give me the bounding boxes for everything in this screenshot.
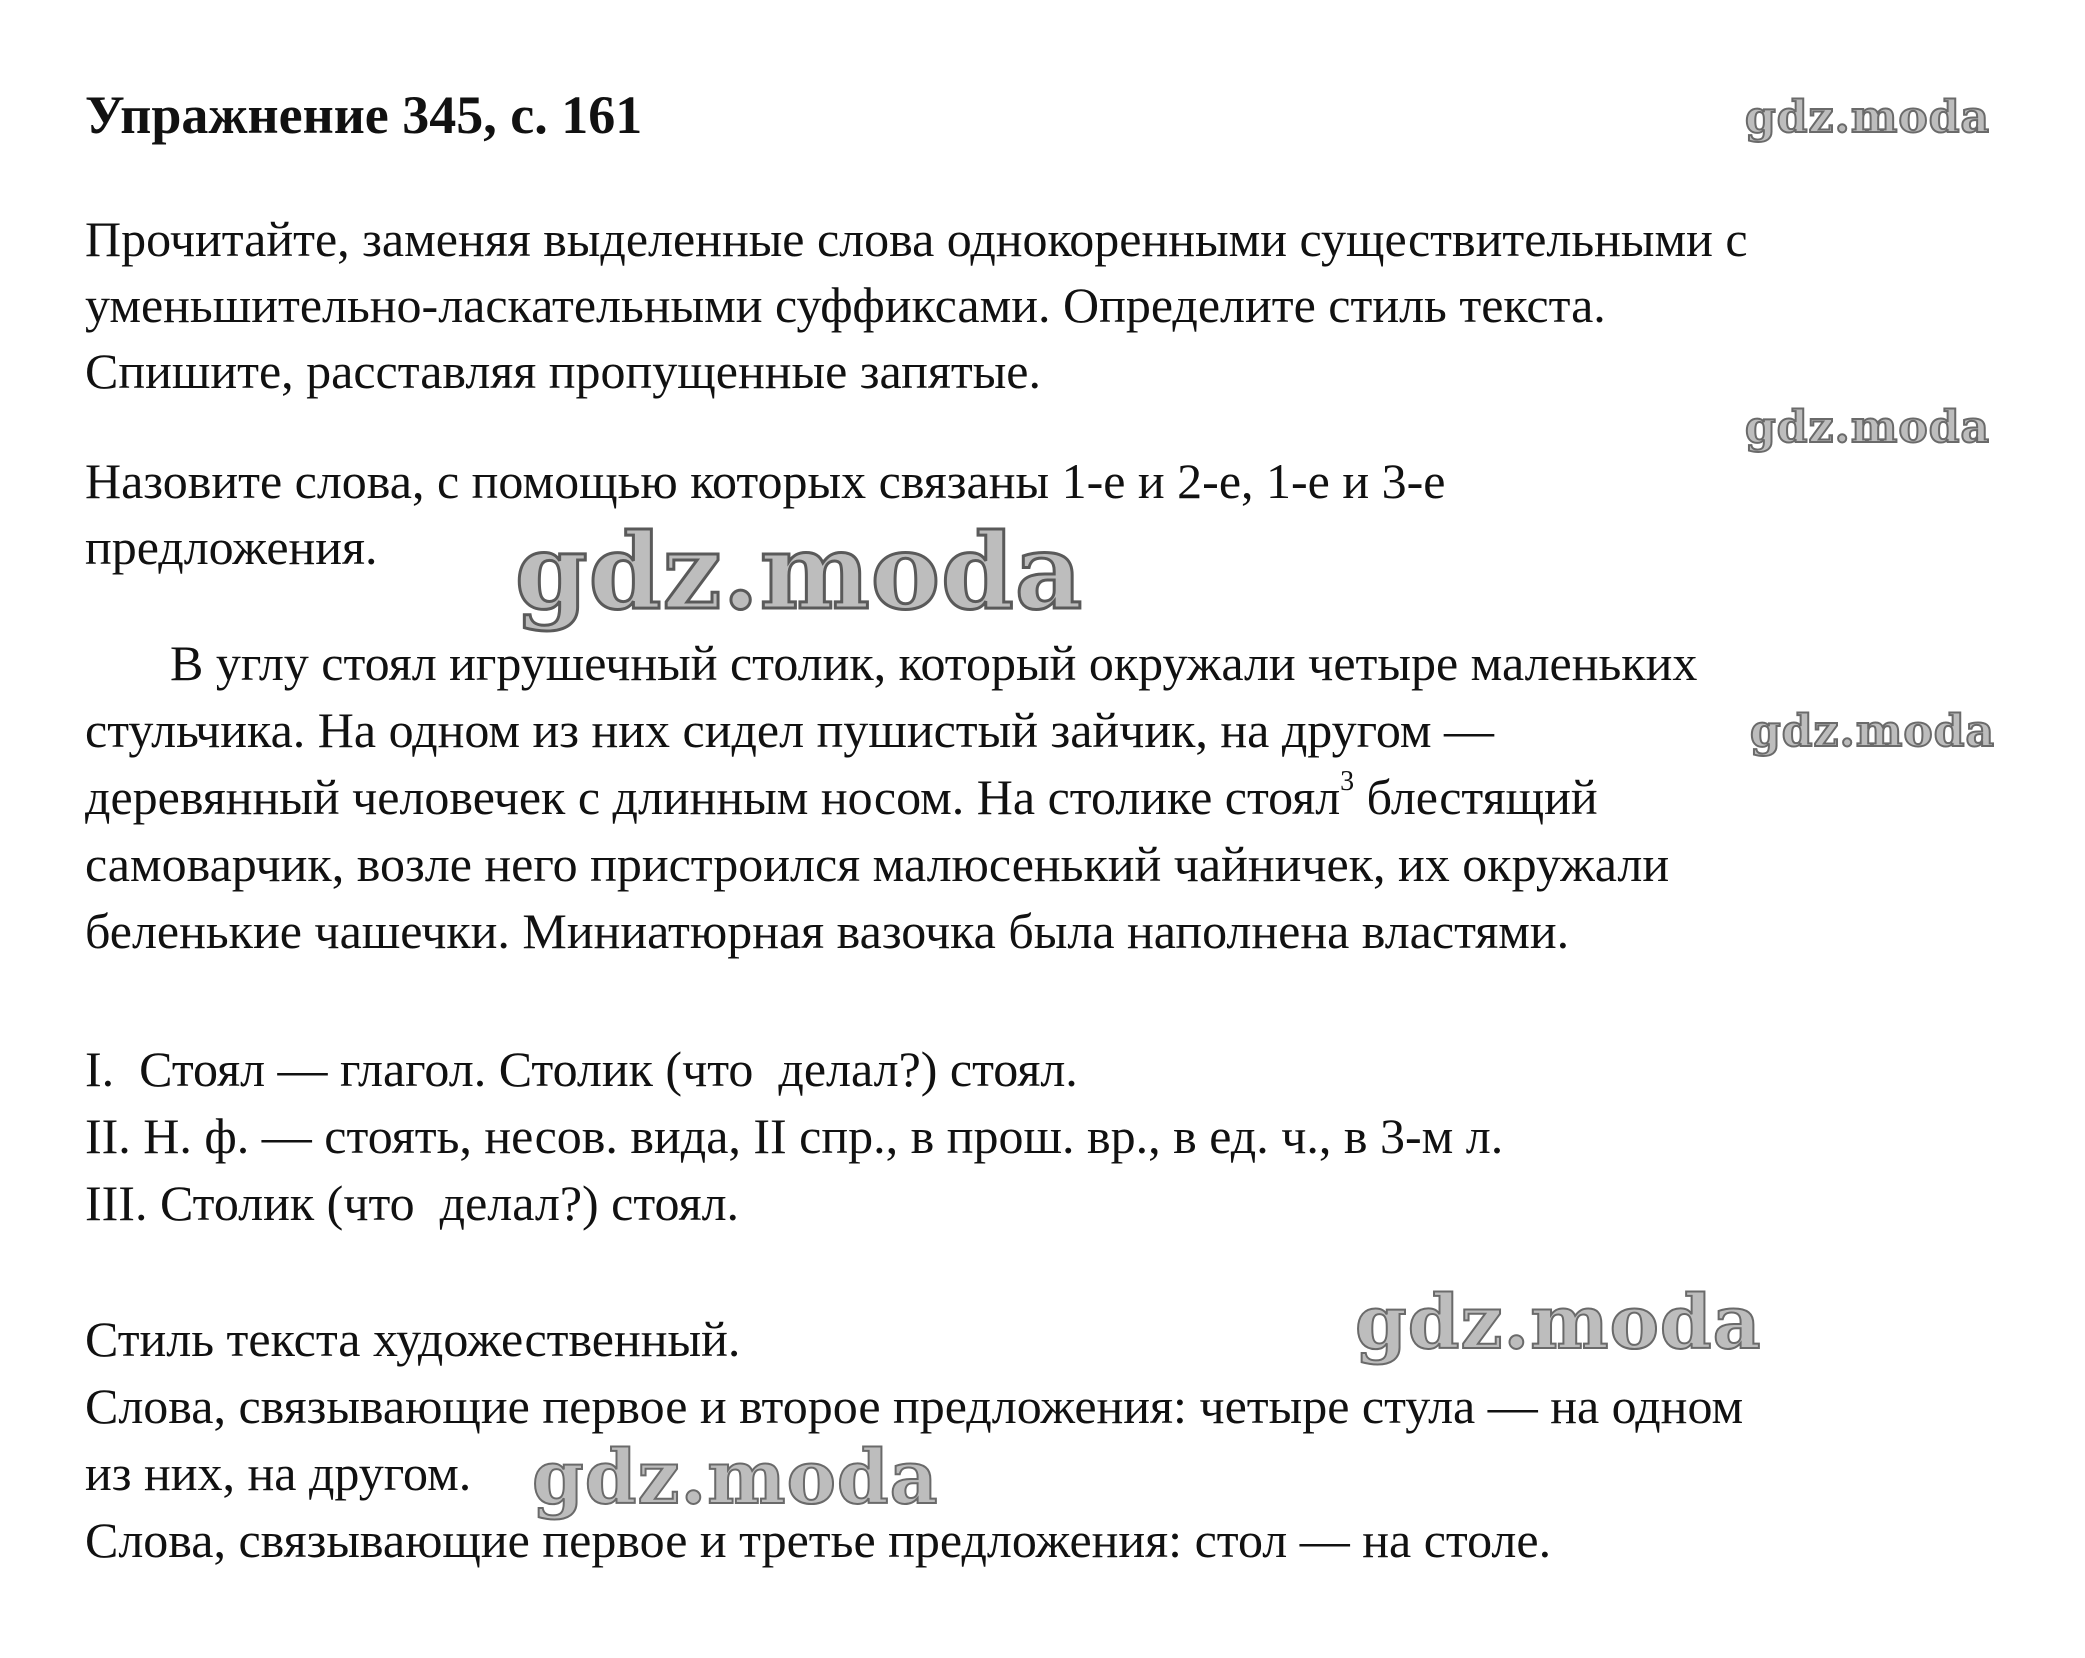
text-line-3-end: блестящий <box>1354 769 1598 825</box>
text-line-3 <box>85 764 1598 830</box>
watermark-logo: gdz.moda <box>532 1435 939 1521</box>
task-line-3: Спишите, расставляя пропущенные запятые. <box>85 343 1041 399</box>
analysis-line-2: II. Н. ф. — стоять, несов. вида, II спр., в прош. вр., в ед. ч., в 3-м л. <box>85 1108 1504 1164</box>
answer-style: Стиль текста художественный. <box>85 1311 741 1367</box>
footnote-mark: 3 <box>1340 766 1355 798</box>
exercise-title: Упражнение 345, с. 161 <box>85 85 643 145</box>
answer-links-2: Слова, связывающие первое и третье предложения: стол — на столе. <box>85 1512 1552 1568</box>
question-line-2: предложения. <box>85 519 378 575</box>
watermark-logo: gdz.moda <box>1355 1280 1762 1366</box>
watermark-logo: gdz.moda <box>1745 92 1991 143</box>
text-line-1: В углу стоял игрушечный столик, который окружали четыре маленьких <box>170 635 1698 691</box>
question-line-1: Назовите слова, с помощью которых связаны 1-е и 2-е, 1-е и 3-е <box>85 453 1446 509</box>
analysis-line-3: III. Столик (что делал?) стоял. <box>85 1175 740 1231</box>
task-line-2: уменьшительно-ласкательными суффиксами. Определите стиль текста. <box>85 277 1606 333</box>
text-line-3-start: деревянный человечек с длинным носом. На столике стоял <box>85 769 1341 825</box>
watermark-logo: gdz.moda <box>515 510 1084 633</box>
analysis-line-1: I. Стоял — глагол. Столик (что делал?) стоял. <box>85 1041 1078 1097</box>
answer-links-1-a: Слова, связывающие первое и второе предложения: четыре стула — на одном <box>85 1378 1744 1434</box>
task-line-1: Прочитайте, заменяя выделенные слова однокоренными существительными с <box>85 211 1748 267</box>
text-line-4: самоварчик, возле него пристроился малюсенький чайничек, их окружали <box>85 836 1670 892</box>
text-line-2: стульчика. На одном из них сидел пушистый зайчик, на другом — <box>85 702 1495 758</box>
watermark-logo: gdz.moda <box>1750 706 1996 757</box>
text-line-5: беленькие чашечки. Миниатюрная вазочка была наполнена властями. <box>85 903 1570 959</box>
watermark-logo: gdz.moda <box>1745 402 1991 453</box>
answer-links-1-b: из них, на другом. <box>85 1445 472 1501</box>
